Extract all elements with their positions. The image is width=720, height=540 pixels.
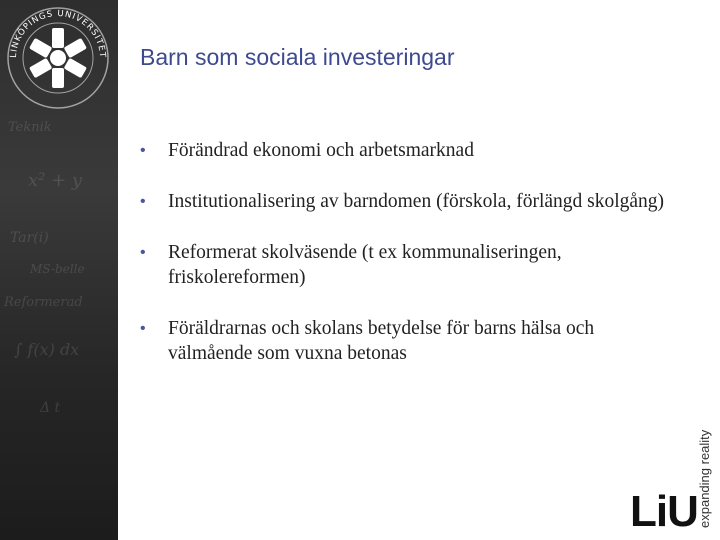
bullet-list (140, 138, 680, 392)
sidebar-scribble: MS-belle (30, 262, 85, 276)
bullet-item (140, 138, 680, 163)
bullet-glyph: • (140, 193, 146, 210)
logo-tagline: expanding reality (697, 429, 712, 528)
sidebar-scribble: ∫ f(x) dx (14, 340, 80, 359)
sidebar-scribble: Teknik (8, 120, 52, 135)
sidebar-scribble: Reformerad (4, 295, 83, 310)
liu-logo: LiU (630, 487, 698, 536)
seal-text: LINKÖPINGS UNIVERSITET (8, 8, 108, 59)
bullet-text: Institutionalisering av barndomen (förskola, förlängd skolgång) (168, 191, 665, 212)
sidebar-scribble: Δ t (40, 400, 61, 416)
bullet-item (140, 240, 680, 290)
decorative-sidebar (0, 0, 118, 540)
bullet-glyph: • (140, 320, 146, 337)
sidebar-scribble: x² + y (28, 170, 83, 191)
bullet-glyph: • (140, 142, 146, 159)
university-seal-icon (4, 4, 112, 112)
bullet-glyph: • (140, 244, 146, 261)
bullet-item (140, 189, 680, 214)
bullet-item (140, 316, 680, 366)
bullet-text: Förändrad ekonomi och arbetsmarknad (168, 140, 474, 161)
bullet-text: Föräldrarnas och skolans betydelse för barns hälsa och välmående som vuxna betonas (168, 318, 595, 364)
sidebar-scribble: Tar(i) (10, 230, 49, 246)
bullet-text: Reformerat skolväsende (t ex kommunaliseringen, friskolereformen) (168, 242, 562, 288)
slide-title: Barn som sociala investeringar (140, 44, 455, 70)
